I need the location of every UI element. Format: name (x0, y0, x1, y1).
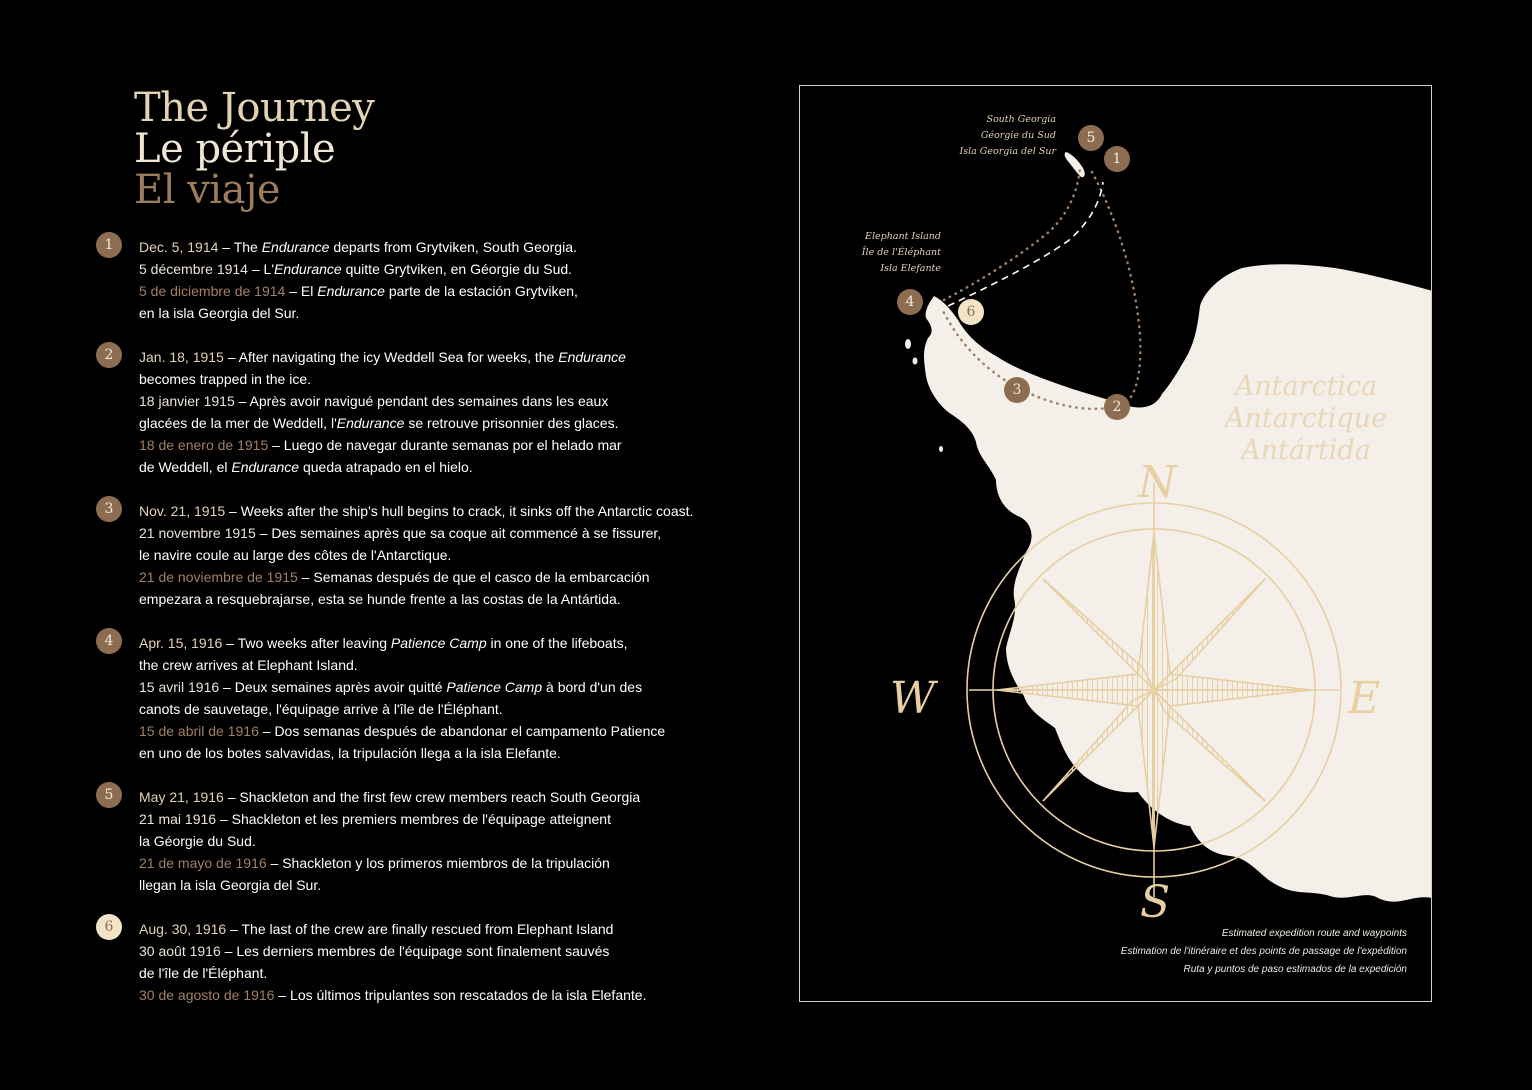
event-description: – Deux semaines après avoir quitté (219, 679, 447, 695)
compass-w: W (890, 673, 936, 724)
event-number-badge: 1 (96, 232, 122, 258)
event-date-fr: 5 décembre 1914 (139, 261, 248, 277)
ship-name: Endurance (336, 415, 405, 431)
event-line (139, 632, 779, 654)
title-es: El viaje (134, 167, 281, 213)
waypoint-4: 4 (897, 289, 923, 315)
event-date-es: 18 de enero de 1915 (139, 437, 269, 453)
event-line (139, 456, 779, 478)
event-description: – Luego de navegar durante semanas por el helado mar (268, 437, 622, 453)
event-line (139, 918, 779, 940)
event-description: glacées de la mer de Weddell, l' (139, 415, 337, 431)
islet (939, 446, 943, 452)
event-date-en: Dec. 5, 1914 (139, 239, 219, 255)
event-description: – L' (247, 261, 274, 277)
event-line (139, 544, 779, 566)
event-line (139, 742, 779, 764)
event-text (139, 500, 779, 610)
event-date-en: Aug. 30, 1916 (139, 921, 227, 937)
ship-name: Endurance (558, 349, 626, 365)
event-description: en uno de los botes salvavidas, la tripulación llega a la isla Elefante. (139, 745, 561, 761)
event-line (139, 588, 779, 610)
event-description: – Shackleton et les premiers membres de l'équipage atteignent (216, 811, 611, 827)
event-line (139, 368, 779, 390)
south-georgia-island (1065, 152, 1085, 177)
event-number-badge: 6 (96, 914, 122, 940)
title-en: The Journey (134, 85, 375, 131)
event-date-en: May 21, 1916 (139, 789, 224, 805)
islet (1158, 429, 1163, 435)
event-description: – After navigating the icy Weddell Sea for weeks, the (223, 349, 559, 365)
compass-e: E (1348, 673, 1381, 724)
islet (905, 339, 911, 349)
event-description: – Shackleton and the first few crew members reach South Georgia (223, 789, 641, 805)
event-description: – Des semaines après que sa coque ait commencé à se fissurer, (255, 525, 662, 541)
title-fr: Le périple (134, 126, 336, 172)
event-description: de l'île de l'Éléphant. (139, 965, 268, 981)
event-description: becomes trapped in the ice. (139, 371, 311, 387)
event-description: le navire coule au large des côtes de l'Antarctique. (139, 547, 452, 563)
ship-name: Endurance (274, 261, 342, 277)
waypoint-5: 5 (1078, 125, 1104, 151)
event-line (139, 434, 779, 456)
event-date-es: 21 de mayo de 1916 (139, 855, 267, 871)
event-line (139, 412, 779, 434)
event-description: – The last of the crew are finally rescued from Elephant Island (226, 921, 614, 937)
route-james-caird (948, 182, 1103, 306)
event-text (139, 786, 779, 896)
event-line (139, 940, 779, 962)
event-description: – Semanas después de que el casco de la embarcación (297, 569, 650, 585)
event-line (139, 786, 779, 808)
event-number-badge: 5 (96, 782, 122, 808)
event-line (139, 676, 779, 698)
event-description: queda atrapado en el hielo. (299, 459, 473, 475)
event-description: – Two weeks after leaving (222, 635, 391, 651)
event-description: canots de sauvetage, l'équipage arrive à l'île de l'Éléphant. (139, 701, 503, 717)
event-description: de Weddell, el (139, 459, 232, 475)
event-line (139, 522, 779, 544)
event-description: llegan la isla Georgia del Sur. (139, 877, 322, 893)
ship-name: Patience Camp (446, 679, 543, 695)
event-date-fr: 15 avril 1916 (139, 679, 220, 695)
event-date-es: 15 de abril de 1916 (139, 723, 259, 739)
event-description: – Weeks after the ship's hull begins to crack, it sinks off the Antarctic coast. (225, 503, 694, 519)
event-number-badge: 4 (96, 628, 122, 654)
event-text (139, 346, 779, 478)
event-line (139, 258, 779, 280)
event-text (139, 236, 779, 324)
event-text (139, 632, 779, 764)
event-description: – Shackleton y los primeros miembros de la tripulación (266, 855, 610, 871)
ship-name: Endurance (231, 459, 300, 475)
event-line (139, 984, 779, 1006)
event-line (139, 566, 779, 588)
event-line (139, 280, 779, 302)
event-date-fr: 30 août 1916 (139, 943, 221, 959)
event-date-en: Apr. 15, 1916 (139, 635, 223, 651)
waypoint-6: 6 (958, 299, 984, 325)
event-description: empezara a resquebrajarse, esta se hunde frente a las costas de la Antártida. (139, 591, 621, 607)
event-description: in one of the lifeboats, (486, 635, 628, 651)
label-south-georgia: South Georgia Géorgie du Sud Isla Georgia del Sur (959, 114, 1056, 157)
compass-s: S (1140, 877, 1171, 928)
event-line (139, 720, 779, 742)
event-description: – The (218, 239, 262, 255)
event-text (139, 918, 779, 1006)
event-line (139, 346, 779, 368)
waypoint-3: 3 (1004, 377, 1030, 403)
event-description: – Après avoir navigué pendant des semaines dans les eaux (234, 393, 609, 409)
event-line (139, 654, 779, 676)
elephant-island (932, 300, 942, 305)
event-date-en: Nov. 21, 1915 (139, 503, 226, 519)
ship-name: Patience Camp (390, 635, 487, 651)
waypoint-2: 2 (1104, 394, 1130, 420)
islet (913, 358, 918, 365)
event-description: parte de la estación Grytviken, (384, 283, 578, 299)
event-description: – Les derniers membres de l'équipage sont finalement sauvés (220, 943, 610, 959)
event-description: – Los últimos tripulantes son rescatados de la isla Elefante. (274, 987, 647, 1003)
ship-name: Endurance (317, 283, 385, 299)
event-date-es: 5 de diciembre de 1914 (139, 283, 286, 299)
label-elephant-island: Elephant Island Île de l'Éléphant Isla Elefante (861, 231, 941, 274)
map-footnote: Estimated expedition route and waypoints Estimation de l'itinéraire et des points de passage de l'expédition Ruta y puntos de paso estimados de la expedición (1120, 928, 1407, 975)
route-lifeboat (944, 168, 1080, 300)
event-description: – Dos semanas después de abandonar el campamento Patience (258, 723, 666, 739)
event-line (139, 500, 779, 522)
event-date-es: 21 de noviembre de 1915 (139, 569, 298, 585)
event-description: the crew arrives at Elephant Island. (139, 657, 358, 673)
event-date-fr: 21 novembre 1915 (139, 525, 256, 541)
event-line (139, 830, 779, 852)
event-description: departs from Grytviken, South Georgia. (329, 239, 577, 255)
event-date-es: 30 de agosto de 1916 (139, 987, 275, 1003)
event-line (139, 698, 779, 720)
event-line (139, 852, 779, 874)
event-description: à bord d'un des (542, 679, 643, 695)
event-line (139, 390, 779, 412)
event-number-badge: 2 (96, 342, 122, 368)
map-graphic (800, 86, 1432, 1002)
event-number-badge: 3 (96, 496, 122, 522)
event-description: la Géorgie du Sud. (139, 833, 256, 849)
event-line (139, 874, 779, 896)
expedition-map (799, 85, 1432, 1002)
event-description: se retrouve prisonnier des glaces. (404, 415, 619, 431)
event-date-fr: 21 mai 1916 (139, 811, 217, 827)
event-line (139, 962, 779, 984)
label-antarctica: Antarctica Antarctique Antártida (1225, 371, 1387, 466)
event-description: – El (285, 283, 318, 299)
event-date-en: Jan. 18, 1915 (139, 349, 224, 365)
event-line (139, 808, 779, 830)
event-description: en la isla Georgia del Sur. (139, 305, 300, 321)
event-line (139, 236, 779, 258)
compass-n: N (1138, 457, 1177, 508)
ship-name: Endurance (261, 239, 330, 255)
event-date-fr: 18 janvier 1915 (139, 393, 235, 409)
event-line (139, 302, 779, 324)
waypoint-1: 1 (1104, 146, 1130, 172)
event-description: quitte Grytviken, en Géorgie du Sud. (341, 261, 573, 277)
